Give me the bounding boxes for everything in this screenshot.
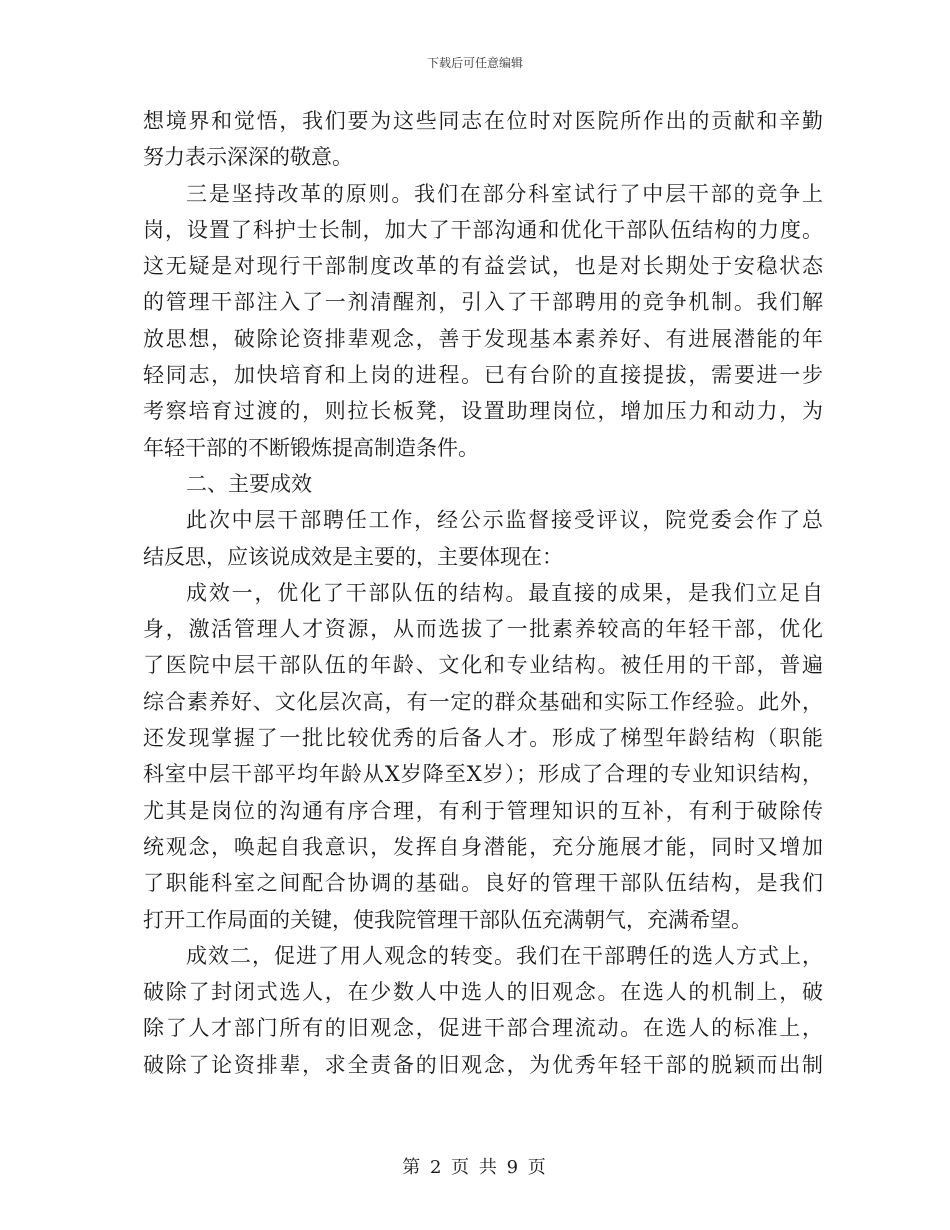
text-line: 身，激活管理人才资源，从而选拔了一批素养较高的年轻干部，优化 [143,617,823,642]
text-line: 的管理干部注入了一剂清醒剂，引入了干部聘用的竞争机制。我们解 [143,290,823,315]
page-number-footer: 第 2 页 共 9 页 [402,1157,548,1178]
section-heading: 二、主要成效 [186,471,312,496]
text-line: 了职能科室之间配合协调的基础。良好的管理干部队伍结构，是我们 [143,871,823,896]
text-line: 此次中层干部聘任工作，经公示监督接受评议，院党委会作了总 [186,508,823,533]
text-line: 结反思，应该说成效是主要的，主要体现在： [143,544,563,569]
text-line: 岗，设置了科护士长制，加大了干部沟通和优化干部队伍结构的力度。 [143,217,823,242]
text-line: 轻同志，加快培育和上岗的进程。已有台阶的直接提拔，需要进一步 [143,363,823,388]
text-line: 尤其是岗位的沟通有序合理，有利于管理知识的互补，有利于破除传 [143,798,823,823]
text-line: 三是坚持改革的原则。我们在部分科室试行了中层干部的竞争上 [186,181,823,206]
text-line: 破除了封闭式选人，在少数人中选人的旧观念。在选人的机制上，破 [143,980,823,1005]
text-line: 打开工作局面的关键，使我院管理干部队伍充满朝气，充满希望。 [143,907,752,932]
text-line: 科室中层干部平均年龄从X岁降至X岁）；形成了合理的专业知识结构， [143,762,823,787]
text-line: 除了人才部门所有的旧观念，促进干部合理流动。在选人的标准上， [143,1016,823,1041]
text-line: 破除了论资排辈，求全责备的旧观念，为优秀年轻干部的脱颖而出制 [143,1052,823,1077]
text-line: 统观念，唤起自我意识，发挥自身潜能，充分施展才能，同时又增加 [143,834,823,859]
page-header: 下载后可任意编辑 [426,56,523,70]
text-line: 努力表示深深的敬意。 [143,145,353,170]
text-line: 考察培育过渡的，则拉长板凳，设置助理岗位，增加压力和动力，为 [143,399,823,424]
text-line: 成效一，优化了干部队伍的结构。最直接的成果，是我们立足自 [186,580,823,605]
text-line: 成效二，促进了用人观念的转变。我们在干部聘任的选人方式上， [186,943,823,968]
text-line: 了医院中层干部队伍的年龄、文化和专业结构。被任用的干部，普遍 [143,653,823,678]
text-line: 想境界和觉悟，我们要为这些同志在位时对医院所作出的贡献和辛勤 [143,109,823,133]
body-text [143,103,823,1083]
text-line: 这无疑是对现行干部制度改革的有益尝试，也是对长期处于安稳状态 [143,254,823,279]
text-line: 年轻干部的不断锻炼提高制造条件。 [143,435,479,460]
text-line: 还发现掌握了一批比较优秀的后备人才。形成了梯型年龄结构（职能 [143,726,823,751]
text-line: 综合素养好、文化层次高，有一定的群众基础和实际工作经验。此外， [143,689,823,714]
text-line: 放思想，破除论资排辈观念，善于发现基本素养好、有进展潜能的年 [143,326,823,351]
